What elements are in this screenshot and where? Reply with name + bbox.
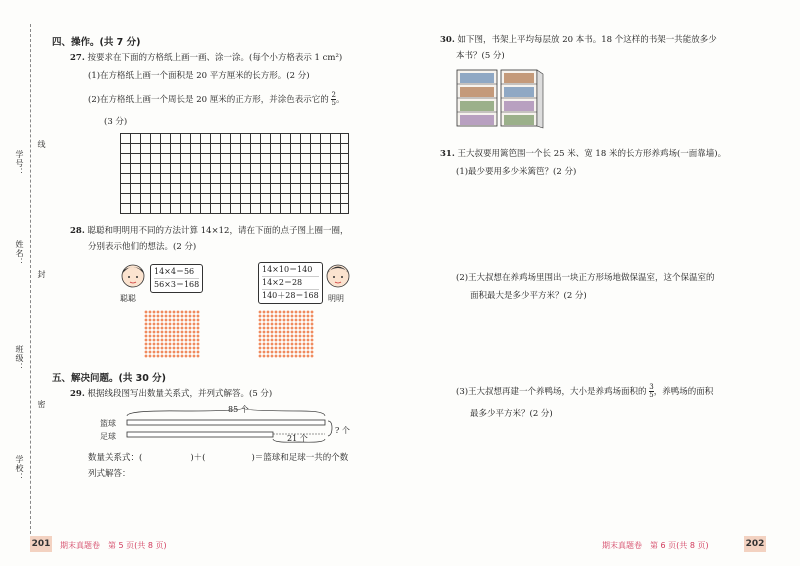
mingming-speech-bubble xyxy=(258,262,323,304)
mingming-step-2: 14×2＝28 xyxy=(262,277,319,290)
relation-end: )＝篮球和足球一共的个数 xyxy=(251,453,349,463)
dot-array-right[interactable] xyxy=(258,310,314,358)
q29-number: 29. xyxy=(70,389,85,399)
dot-array-left[interactable] xyxy=(144,310,200,358)
id-label: 学号： xyxy=(15,150,24,177)
page-number-left: 201 xyxy=(30,536,52,552)
name-label: 姓名： xyxy=(15,240,24,267)
q31-part2-line2: 面积最大是多少平方米？(2 分) xyxy=(470,291,587,301)
q31-number: 31. xyxy=(440,149,455,159)
q29-relation xyxy=(88,452,348,464)
binding-line xyxy=(30,24,32,534)
mingming-step-3: 140＋28＝168 xyxy=(262,291,319,300)
fraction-numerator: 3 xyxy=(649,383,654,391)
diagram-total-label: 85 个 xyxy=(228,405,249,414)
relation-mid: )＋( xyxy=(190,453,206,463)
q27-part2-end: 。 xyxy=(335,95,345,105)
q28-number: 28. xyxy=(70,226,85,236)
bookshelf-image xyxy=(455,68,545,130)
q30-number: 30. xyxy=(440,35,455,45)
mingming-name: 明明 xyxy=(328,294,344,303)
school-label: 学校： xyxy=(15,455,24,482)
q31-part1: (1)最少要用多少米篱笆？(2 分) xyxy=(456,167,577,177)
q29-text xyxy=(70,388,272,400)
q30-prompt-line2: 本书？(5 分) xyxy=(456,51,505,61)
footer-left-text: 期末真题卷 第 5 页(共 8 页) xyxy=(60,541,167,550)
q30-text xyxy=(440,34,717,46)
q29-solve-label: 列式解答： xyxy=(88,469,131,479)
q29-prompt: 根据线段图写出数量关系式，并列式解答。(5 分) xyxy=(87,389,273,399)
q31-part2: (2)王大叔想在养鸡场里围出一块正方形场地做保温室，这个保温室的 xyxy=(456,273,715,283)
football-label: 足球 xyxy=(100,432,116,441)
class-label: 班级： xyxy=(15,345,24,372)
fraction-numerator: 2 xyxy=(331,91,336,99)
relation-label: 数量关系式：( xyxy=(88,453,143,463)
q31-part3-end: ，养鸭场的面积 xyxy=(653,387,714,397)
fraction-denominator: 5 xyxy=(649,391,654,399)
basketball-label: 篮球 xyxy=(100,419,116,428)
congcong-step-1: 14×4＝56 xyxy=(154,266,199,279)
q27-number: 27. xyxy=(70,53,85,63)
q28-prompt-line2: 分别表示他们的想法。(2 分) xyxy=(88,242,197,252)
fraction-denominator: 5 xyxy=(331,99,336,107)
q28-text xyxy=(70,225,348,237)
q27-prompt: 按要求在下面的方格纸上画一画、涂一涂。(每个小方格表示 1 cm²) xyxy=(87,53,343,63)
q27-part2-score: (3 分) xyxy=(104,117,128,127)
q31-part3-text: (3)王大叔想再建一个养鸭场，大小是养鸡场面积的 xyxy=(456,387,647,397)
page-number-right: 202 xyxy=(744,536,766,552)
q30-prompt: 如下图，书架上平均每层放 20 本书。18 个这样的书架一共能放多少 xyxy=(457,35,717,45)
seal-char-feng: 封 xyxy=(37,270,46,279)
congcong-name: 聪聪 xyxy=(120,294,136,303)
q31-part3-line2: 最多少平方米？(2 分) xyxy=(470,409,553,419)
q31-text xyxy=(440,148,726,160)
seal-char-xian: 线 xyxy=(37,140,46,149)
diagram-unknown-label: ? 个 xyxy=(335,426,350,435)
section-5-title: 五、解决问题。(共 30 分) xyxy=(52,373,167,384)
footer-right-text: 期末真题卷 第 6 页(共 8 页) xyxy=(602,541,709,550)
q27-part1: (1)在方格纸上画一个面积是 20 平方厘米的长方形。(2 分) xyxy=(88,71,310,81)
congcong-speech-bubble xyxy=(150,264,203,293)
q28-prompt: 聪聪和明明用不同的方法计算 14×12，请在下面的点子图上圈一圈， xyxy=(87,226,349,236)
congcong-avatar xyxy=(118,262,148,294)
seal-char-mi: 密 xyxy=(37,400,46,409)
q27-part2-text: (2)在方格纸上画一个周长是 20 厘米的正方形，并涂色表示它的 xyxy=(88,95,329,105)
section-4-title: 四、操作。(共 7 分) xyxy=(52,37,141,48)
diagram-diff-label: 21 个 xyxy=(287,434,308,443)
mingming-avatar xyxy=(323,262,353,294)
q27-text xyxy=(70,52,342,64)
mingming-step-1: 14×10＝140 xyxy=(262,264,319,277)
q31-part3 xyxy=(456,384,713,399)
q27-part2 xyxy=(88,92,344,107)
congcong-step-2: 56×3＝168 xyxy=(154,280,200,289)
square-grid-paper[interactable] xyxy=(120,133,349,214)
q31-prompt: 王大叔要用篱笆围一个长 25 米、宽 18 米的长方形养鸡场(一面靠墙)。 xyxy=(457,149,727,159)
